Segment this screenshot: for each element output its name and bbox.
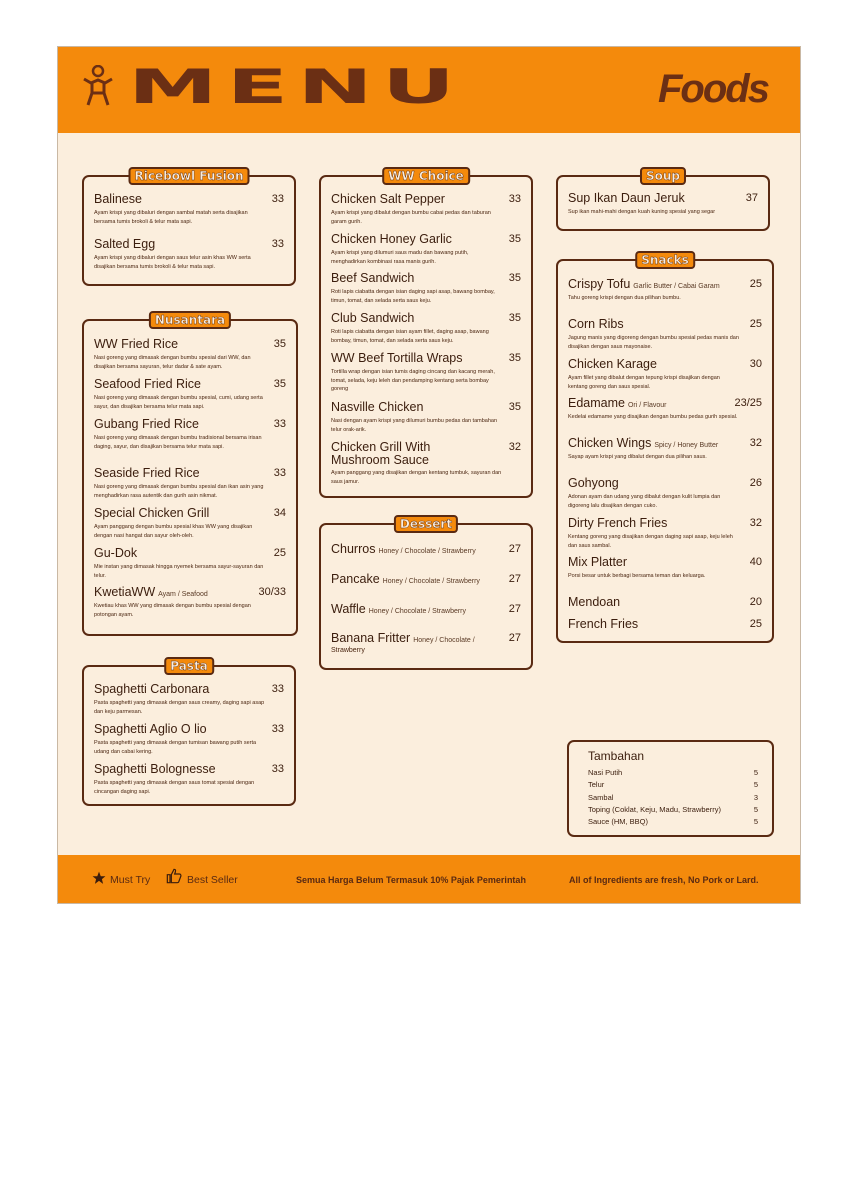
item-desc: Roti lapis ciabatta dengan isian daging sapi asap, bawang bombay, timun, tomat, dan selada serta saus keju. (331, 289, 495, 304)
item-options: Ayam / Seafood (158, 591, 208, 598)
item-desc: Sup ikan mahi-mahi dengan kuah kuning spesial yang segar (568, 209, 716, 215)
section-pasta (82, 659, 296, 806)
item-name: Seaside Fried Rice (94, 466, 200, 480)
item-desc: Ayam fillet yang dibalut dengan tepung krispi disajikan dengan kentang goreng dan saus spesial. (568, 375, 720, 390)
item-name: Chicken Grill With Mushroom Sauce (331, 440, 431, 467)
extra-name: Sauce (HM, BBQ) (588, 817, 649, 826)
item-price: 35 (508, 272, 521, 284)
item-options: Garlic Butter / Cabai Garam (633, 283, 720, 290)
tax-note: Semua Harga Belum Termasuk 10% Pajak Pemerintah (296, 875, 526, 885)
section-title: Dessert (394, 515, 458, 533)
item-desc: Ayam krispi yang dilumuri saus madu dan bawang putih, menghadirkan kombinasi rasa manis gurih. (331, 250, 469, 265)
item-desc: Jagung manis yang digoreng dengan bumbu spesial pedas manis dan disajikan dengan saus mayonaise. (568, 335, 739, 350)
foods-subtitle: Foods (658, 67, 768, 111)
item-price: 33 (508, 193, 521, 205)
item-name: Waffle Honey / Chocolate / Strawberry (331, 602, 467, 616)
menu-header (58, 47, 801, 133)
item-price: 35 (273, 378, 286, 390)
must-try-label: Must Try (110, 874, 151, 886)
item-desc: Porsi besar untuk berbagi bersama teman dan keluarga. (568, 573, 706, 579)
item-desc: Tortilla wrap dengan isian tumis daging cincang dan kacang merah, tomat, selada, keju leleh dan pendamping kentang serta bombay goreng (331, 369, 495, 392)
item-options-cont: Strawberry (331, 647, 365, 654)
tambahan-title: Tambahan (588, 749, 645, 763)
item-price: 27 (508, 543, 521, 555)
item-price: 32 (749, 437, 762, 449)
item-price: 33 (271, 723, 284, 735)
section-title: Nusantara (149, 311, 231, 329)
item-options: Honey / Chocolate / Strawberry (382, 578, 480, 585)
item-price: 33 (271, 763, 284, 775)
item-name: Special Chicken Grill (94, 506, 210, 520)
extra-item (588, 817, 758, 826)
section-snacks (556, 253, 774, 643)
item-desc: Ayam panggang yang disajikan dengan kentang tumbuk, sayuran dan saus jamur. (331, 470, 502, 485)
item-desc: Nasi goreng yang dimasak dengan bumbu spesial dari WW, dan disajikan bersama sayuran, telur dadar & sate ayam. (94, 355, 251, 370)
menu-sheet (57, 46, 801, 904)
item-desc: Roti lapis ciabatta dengan isian ayam fillet, daging asap, bawang bombay, timun, tomat, dan selada serta saus keju. (331, 329, 489, 344)
item-desc: Sayap ayam krispi yang dibalut dengan dua pilihan saus. (568, 454, 707, 460)
section-ww-choice (319, 169, 533, 498)
extra-price: 3 (753, 793, 758, 802)
item-price: 27 (508, 603, 521, 615)
item-options: Spicy / Honey Butter (654, 442, 719, 449)
item-name: Chicken Karage (568, 357, 657, 371)
item-name: Gohyong (568, 476, 619, 490)
item-price: 34 (273, 507, 286, 519)
item-price: 33 (273, 418, 286, 430)
item-price: 25 (749, 278, 762, 290)
item-price: 30 (749, 358, 762, 370)
section-title: Soup (640, 167, 686, 185)
item-name: Spaghetti Aglio O lio (94, 722, 207, 736)
section-tambahan (567, 740, 774, 837)
item-desc: Adonan ayam dan udang yang dibalut dengan kulit lumpia dan digoreng lalu disajikan dengan cuko. (568, 494, 721, 509)
item-price: 35 (508, 312, 521, 324)
item-name: Dirty French Fries (568, 516, 668, 530)
extra-item (588, 780, 758, 789)
ingredients-note: All of Ingredients are fresh, No Pork or Lard. (569, 875, 759, 885)
item-name: KwetiaWW Ayam / Seafood (94, 585, 208, 599)
item-price: 35 (508, 352, 521, 364)
item-price: 35 (508, 401, 521, 413)
item-desc: Mie instan yang dimasak hingga nyemek bersama sayur-sayuran dan telur. (94, 564, 264, 579)
extra-price: 5 (753, 768, 758, 777)
item-desc: Tahu goreng krispi dengan dua pilihan bumbu. (568, 295, 681, 301)
item-name: Gu-Dok (94, 546, 138, 560)
item-options: Ori / Flavour (627, 402, 667, 409)
item-name: Corn Ribs (568, 317, 624, 331)
item-price: 33 (273, 467, 286, 479)
section-dessert (319, 517, 533, 670)
item-price: 27 (508, 632, 521, 644)
item-name: Chicken Honey Garlic (331, 232, 452, 246)
item-name: Banana Fritter Honey / Chocolate / (331, 631, 475, 645)
item-price: 33 (271, 683, 284, 695)
extra-item (588, 793, 758, 802)
section-title: Ricebowl Fusion (128, 167, 249, 185)
item-desc: Pasta spaghetti yang dimasak dengan saus creamy, daging sapi asap dan keju parmesan. (94, 700, 265, 715)
extra-name: Sambal (588, 793, 614, 802)
item-name: Balinese (94, 192, 142, 206)
item-price: 37 (745, 192, 758, 204)
item-name: Chicken Wings Spicy / Honey Butter (568, 436, 719, 450)
item-price: 27 (508, 573, 521, 585)
item-name: Nasville Chicken (331, 400, 424, 414)
item-name: WW Beef Tortilla Wraps (331, 351, 463, 365)
item-options: Honey / Chocolate / Strawberry (368, 608, 467, 615)
item-desc: Nasi goreng yang dimasak dengan bumbu tradisional bersama irisan daging, sayur, dan disajikan bersama telur mata sapi. (94, 435, 262, 450)
item-desc: Nasi goreng yang dimasak dengan bumbu spesial, cumi, udang serta sayur, dan disajikan bersama telur mata sapi. (94, 395, 263, 410)
section-nusantara (82, 313, 298, 636)
item-name: Pancake Honey / Chocolate / Strawberry (331, 572, 480, 586)
item-desc: Ayam krispi yang dibaluri dengan sambal matah serta disajikan bersama tumis brokoli & telur mata sapi. (94, 210, 248, 225)
extra-item (588, 768, 758, 777)
item-name: Gubang Fried Rice (94, 417, 199, 431)
extra-name: Toping (Coklat, Keju, Madu, Strawberry) (588, 805, 721, 814)
thumbs-up-icon (166, 868, 182, 884)
item-price: 32 (508, 441, 521, 453)
item-desc: Nasi goreng yang dimasak dengan bumbu spesial dan ikan asin yang menghadirkan rasa autentik dan gurih asin nikmat. (94, 484, 264, 499)
item-name: Churros Honey / Chocolate / Strawberry (331, 542, 476, 556)
item-name: Beef Sandwich (331, 271, 415, 285)
item-price: 32 (749, 517, 762, 529)
menu-title: MENU (128, 58, 465, 115)
item-price: 26 (749, 477, 762, 489)
item-desc: Pasta spaghetti yang dimasak dengan tumisan bawang putih serta udang dan cabai kering. (94, 740, 257, 755)
item-name: Seafood Fried Rice (94, 377, 202, 391)
item-price: 25 (749, 318, 762, 330)
item-price: 20 (749, 596, 762, 608)
item-name: Edamame Ori / Flavour (568, 396, 667, 410)
extra-name: Nasi Putih (588, 768, 623, 777)
item-price: 25 (273, 547, 286, 559)
item-price: 23/25 (734, 397, 762, 409)
person-logo-icon (80, 65, 116, 109)
item-desc: Ayam krispi yang dibalut dengan bumbu cabai pedas dan taburan garam gurih. (331, 210, 491, 225)
item-desc: Kentang goreng yang disajikan dengan daging sapi asap, keju leleh dan saus sambal. (568, 534, 733, 549)
item-desc: Nasi dengan ayam krispi yang dilumuri bumbu pedas dan tambahan telur orak-arik. (331, 418, 498, 433)
menu-footer (58, 855, 801, 904)
section-title: Snacks (635, 251, 695, 269)
item-price: 30/33 (258, 586, 286, 598)
item-name: Club Sandwich (331, 311, 415, 325)
item-name: Mix Platter (568, 555, 628, 569)
item-price: 25 (749, 618, 762, 630)
item-desc: Ayam panggang dengan bumbu spesial khas WW yang disajikan dengan nasi hangat dan sayur oleh-oleh. (94, 524, 253, 539)
item-name: French Fries (568, 617, 639, 631)
extra-name: Telur (588, 780, 605, 789)
extra-item (588, 805, 758, 814)
item-price: 40 (749, 556, 762, 568)
section-ricebowl (82, 169, 296, 286)
star-icon (92, 871, 106, 885)
item-desc: Pasta spaghetti yang dimasak dengan saus tomat spesial dengan cincangan daging sapi. (94, 780, 255, 795)
item-name: Mendoan (568, 595, 621, 609)
item-name: Sup Ikan Daun Jeruk (568, 191, 685, 205)
item-options: Honey / Chocolate / (413, 637, 475, 644)
item-name: Chicken Salt Pepper (331, 192, 445, 206)
item-price: 33 (271, 238, 284, 250)
item-name: Spaghetti Carbonara (94, 682, 210, 696)
item-name: Spaghetti Bolognesse (94, 762, 216, 776)
item-name: Salted Egg (94, 237, 156, 251)
extra-price: 5 (753, 780, 758, 789)
item-options: Honey / Chocolate / Strawberry (378, 548, 476, 555)
extra-price: 5 (753, 805, 758, 814)
section-title: WW Choice (382, 167, 470, 185)
item-desc: Ayam krispi yang dibaluri dengan saus telur asin khas WW serta disajikan bersama tumis brokoli & telur mata sapi. (94, 255, 251, 270)
item-name: WW Fried Rice (94, 337, 179, 351)
item-price: 35 (508, 233, 521, 245)
section-title: Pasta (164, 657, 214, 675)
item-price: 35 (273, 338, 286, 350)
best-seller-label: Best Seller (187, 874, 238, 886)
extra-price: 5 (753, 817, 758, 826)
item-name: Crispy Tofu Garlic Butter / Cabai Garam (568, 277, 720, 291)
section-soup (556, 169, 770, 231)
item-price: 33 (271, 193, 284, 205)
item-desc: Kedelai edamame yang disajikan dengan bumbu pedas gurih spesial. (568, 414, 738, 420)
item-desc: Kwetiau khas WW yang dimasak dengan bumbu spesial dengan potongan ayam. (94, 603, 251, 618)
